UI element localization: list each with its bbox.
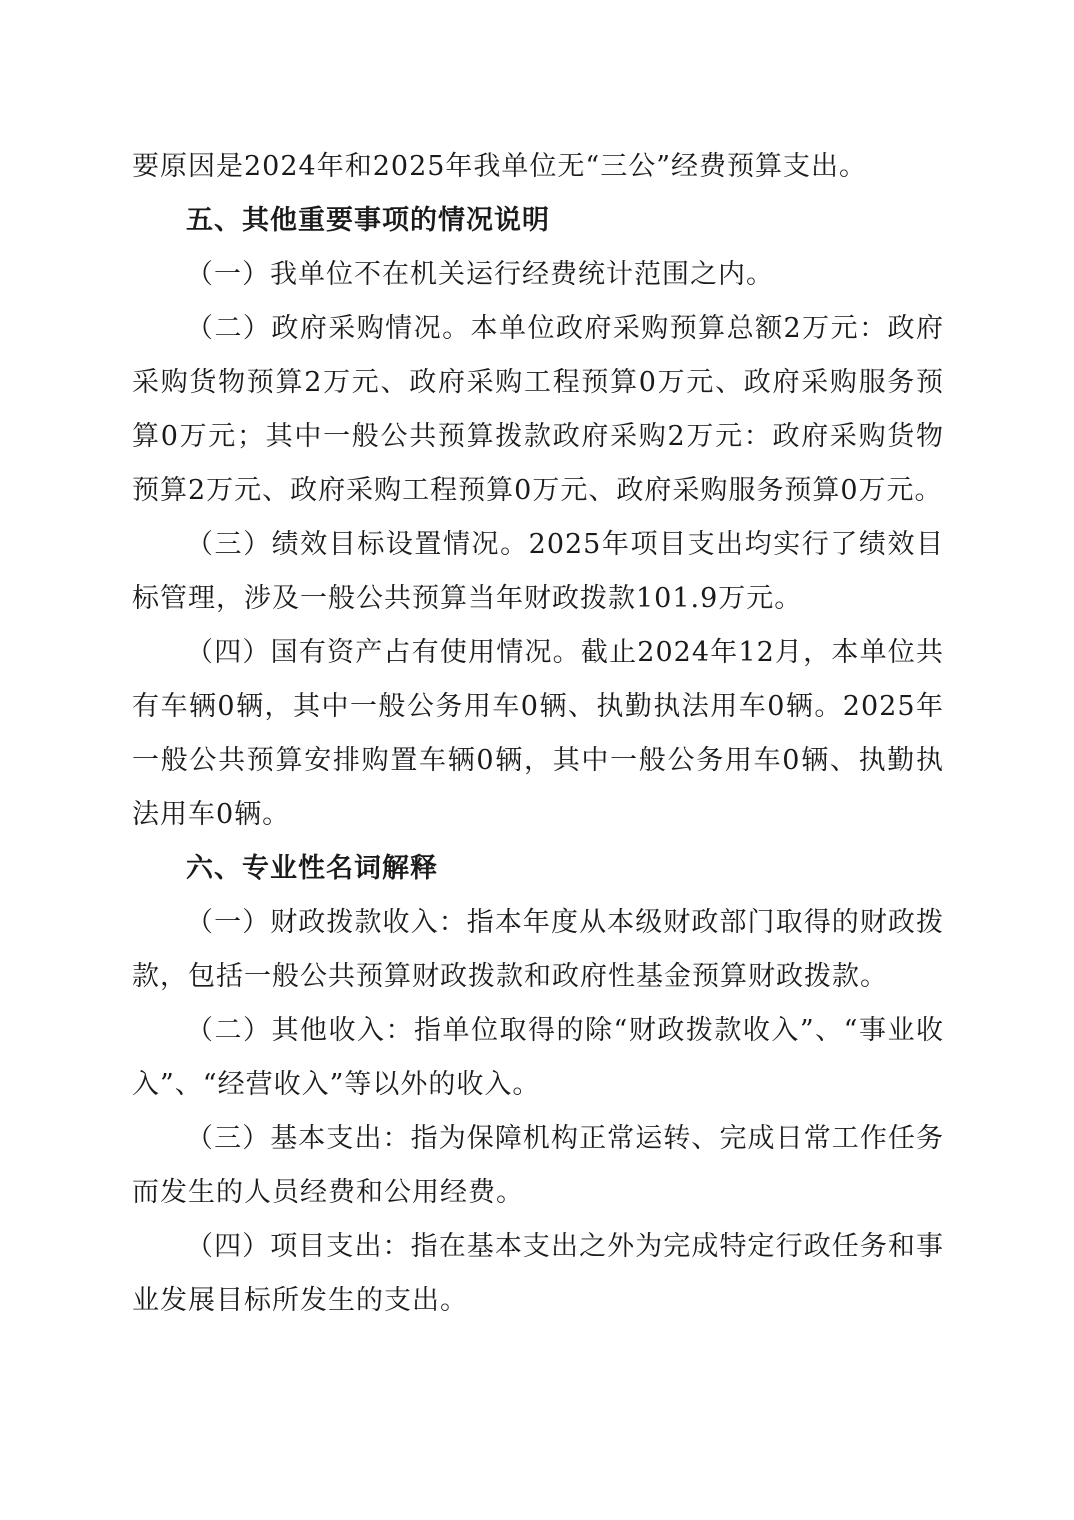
document-body — [132, 140, 944, 1328]
paragraph-6-2: （二）其他收入：指单位取得的除“财政拨款收入”、“事业收入”、“经营收入”等以外的收入。 — [132, 1015, 944, 1100]
paragraph-6-1: （一）财政拨款收入：指本年度从本级财政部门取得的财政拨款，包括一般公共预算财政拨款和政府性基金预算财政拨款。 — [132, 907, 944, 992]
paragraph-6-3: （三）基本支出：指为保障机构正常运转、完成日常工作任务而发生的人员经费和公用经费。 — [132, 1123, 944, 1208]
paragraph-5-1: （一）我单位不在机关运行经费统计范围之内。 — [186, 259, 774, 290]
paragraph-5-3: （三）绩效目标设置情况。2025年项目支出均实行了绩效目标管理，涉及一般公共预算当年财政拨款101.9万元。 — [132, 529, 944, 614]
paragraph-6-4: （四）项目支出：指在基本支出之外为完成特定行政任务和事业发展目标所发生的支出。 — [132, 1231, 944, 1316]
section-heading-five: 五、其他重要事项的情况说明 — [186, 205, 550, 236]
section-heading-six: 六、专业性名词解释 — [186, 853, 438, 884]
paragraph-5-4: （四）国有资产占有使用情况。截止2024年12月，本单位共有车辆0辆，其中一般公务用车0辆、执勤执法用车0辆。2025年一般公共预算安排购置车辆0辆，其中一般公务用车0辆、执勤执法用车0辆。 — [132, 637, 944, 830]
paragraph-5-2: （二）政府采购情况。本单位政府采购预算总额2万元：政府采购货物预算2万元、政府采购工程预算0万元、政府采购服务预算0万元；其中一般公共预算拨款政府采购2万元：政府采购货物预算2万元、政府采购工程预算0万元、政府采购服务预算0万元。 — [132, 313, 944, 506]
paragraph-continuation: 要原因是2024年和2025年我单位无“三公”经费预算支出。 — [132, 151, 868, 182]
